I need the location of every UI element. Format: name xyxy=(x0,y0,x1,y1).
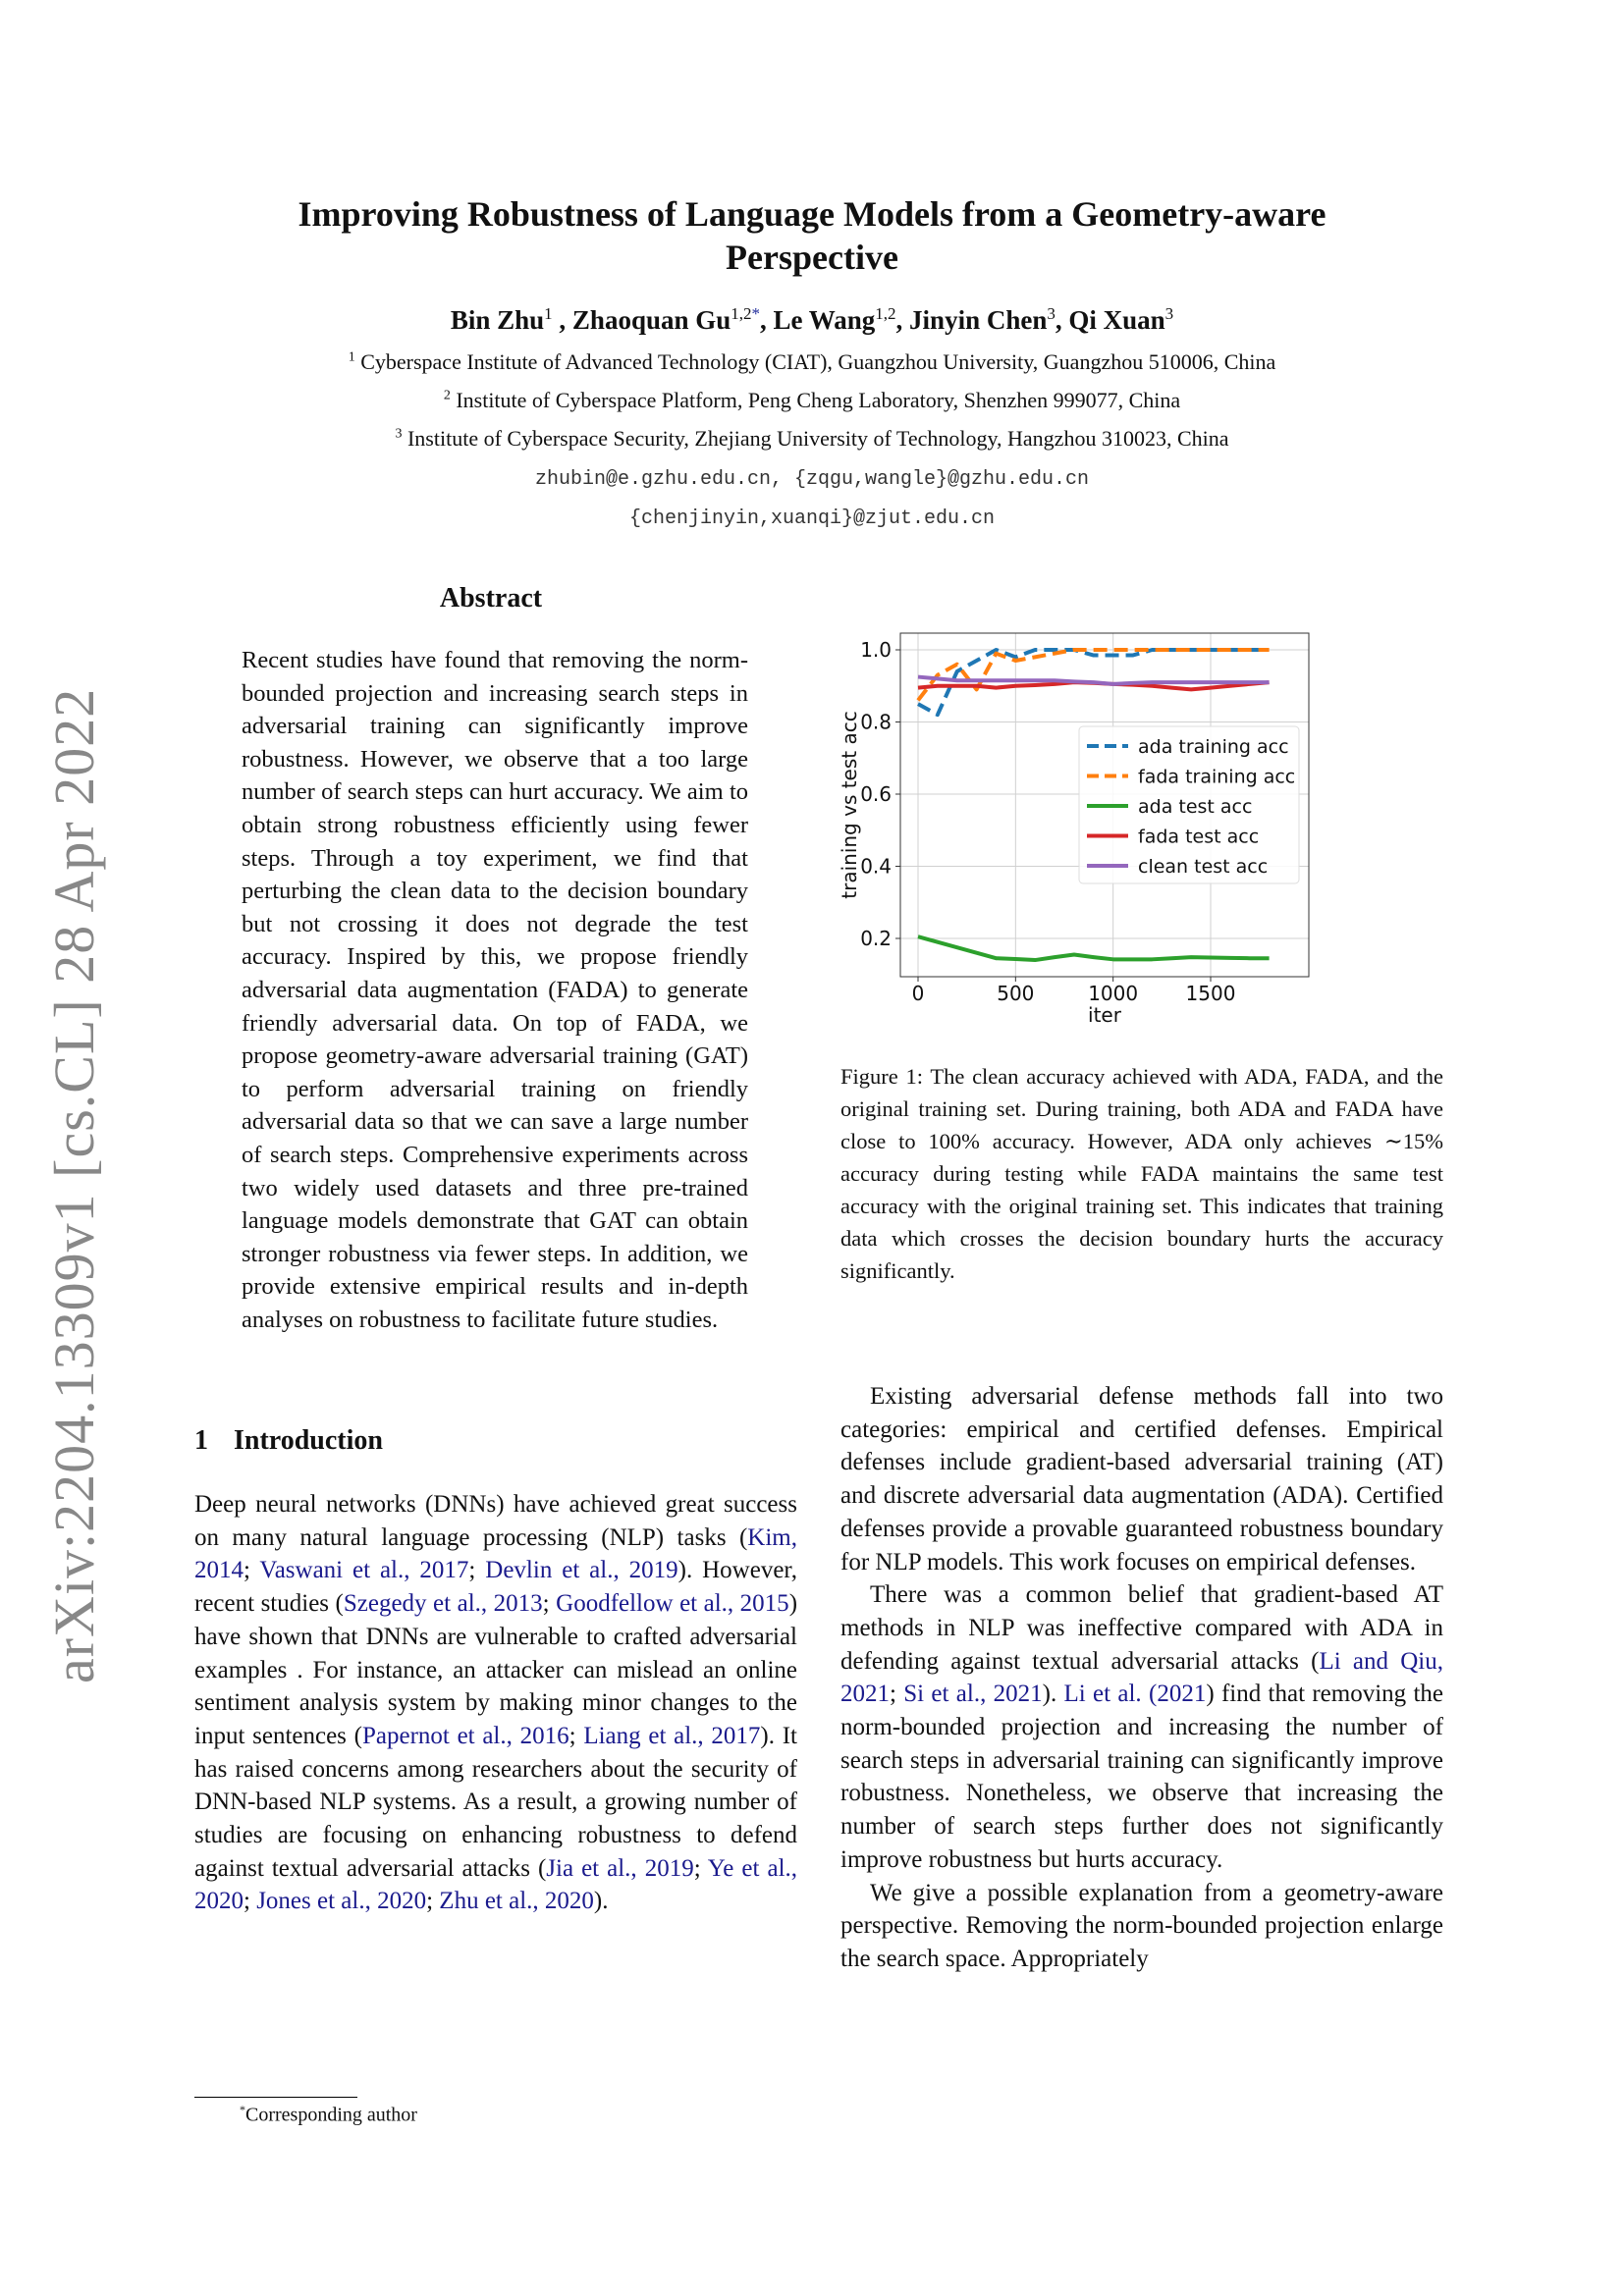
y-tick-label: 0.4 xyxy=(860,854,892,879)
paragraph-text: ; xyxy=(426,1888,440,1915)
affiliation-text: Institute of Cyberspace Security, Zhejiang University of Technology, Hangzhou 310023, China xyxy=(406,426,1229,451)
footnote-rule xyxy=(194,2097,357,2098)
y-tick-label: 1.0 xyxy=(860,638,892,662)
author-affiliation-mark: 1,2* xyxy=(731,304,761,323)
legend-label: fada test acc xyxy=(1138,826,1260,848)
email-line-1[interactable]: zhubin@e.gzhu.edu.cn, {zqgu,wangle}@gzhu.edu.cn xyxy=(534,468,1090,491)
paragraph-text: ; xyxy=(244,1888,257,1915)
footnote-text: Corresponding author xyxy=(245,2104,417,2126)
x-tick-label: 500 xyxy=(997,982,1035,1005)
author-affiliation-mark: 1 xyxy=(544,304,553,323)
paragraph-text: ; xyxy=(542,1590,557,1618)
author-name: Zhaoquan Gu xyxy=(571,305,731,335)
y-tick-label: 0.2 xyxy=(860,927,892,950)
paragraph xyxy=(840,1877,1443,1976)
affiliation-3 xyxy=(0,426,1624,452)
citation-link[interactable]: Jones et al., 2020 xyxy=(256,1888,427,1915)
paragraph-text: ; xyxy=(568,1722,584,1749)
paragraph-text: Existing adversarial defense methods fall into two categories: empirical and certified defenses. Empirical defenses include gradient-based adversarial training (AT) and discrete adversarial data augmentation (ADA). Certified defenses provide a provable guaranteed robustness boundary for NLP models. This work focuses on empirical defenses. xyxy=(840,1383,1443,1575)
paragraph-text: ) find that removing the norm-bounded projection and increasing the number of search steps in adversarial training can significantly improve robustness. Nonetheless, we observe that increasing the number of search steps further does not significantly improve robustness but hurts accuracy. xyxy=(840,1681,1443,1873)
affiliation-2 xyxy=(0,388,1624,413)
paragraph-text: ; xyxy=(890,1681,904,1708)
citation-link[interactable]: Kim, 2014 xyxy=(194,1523,797,1584)
affiliation-1 xyxy=(0,349,1624,375)
email-line-2[interactable]: {chenjinyin,xuanqi}@zjut.edu.cn xyxy=(628,507,996,530)
citation-link[interactable]: Zhu et al., 2020 xyxy=(439,1888,594,1915)
abstract-body: Recent studies have found that removing the norm-bounded projection and increasing search steps in adversarial training can significantly improve robustness. However, we observe that a too large number of search steps can hurt accuracy. We aim to obtain strong robustness efficiently using fewer steps. Through a toy experiment, we find that perturbing the clean data to the decision boundary but not crossing it does not degrade the test accuracy. Inspired by this, we propose friendly adversarial data augmentation (FADA) to generate friendly adversarial data. On top of FADA, we propose geometry-aware adversarial training (GAT) to perform adversarial training on friendly adversarial data so that we can save a large number of search steps. Comprehensive experiments across two widely used datasets and three pre-trained language models demonstrate that GAT can obtain stronger robustness via fewer steps. In addition, we provide extensive empirical results and in-depth analyses on robustness to facilitate future studies. xyxy=(242,647,748,1333)
legend-label: clean test acc xyxy=(1138,856,1269,878)
legend-label: ada test acc xyxy=(1138,796,1253,818)
citation-link[interactable]: Papernot et al., 2016 xyxy=(361,1722,569,1749)
citation-link[interactable]: Li et al. (2021 xyxy=(1063,1681,1207,1708)
citation-link[interactable]: Si et al., 2021 xyxy=(903,1681,1043,1708)
paragraph-text: ). xyxy=(593,1888,609,1915)
x-tick-label: 1000 xyxy=(1088,982,1139,1005)
y-tick-label: 0.8 xyxy=(860,710,892,734)
citation-link[interactable]: Li and Qiu, 2021 xyxy=(840,1647,1443,1708)
x-tick-label: 1500 xyxy=(1185,982,1236,1005)
corresponding-author-mark[interactable]: * xyxy=(751,304,761,323)
section-title: Introduction xyxy=(234,1425,383,1456)
paragraph xyxy=(840,1380,1443,1578)
arxiv-stamp: arXiv:2204.13309v1 [cs.CL] 28 Apr 2022 xyxy=(42,687,106,1683)
paragraph-text: ). It has raised concerns among researchers about the security of DNN-based NLP systems. As a result, a growing number of studies are focusing on enhancing robustness to defend against textual adversarial attacks ( xyxy=(194,1722,797,1882)
paragraph-text: We give a possible explanation from a geometry-aware perspective. Removing the norm-bounded projection enlarge the search space. Appropriately xyxy=(840,1879,1443,1972)
paragraph-text: ). xyxy=(1042,1681,1064,1708)
introduction-paragraph xyxy=(194,1488,797,1918)
x-axis-label: iter xyxy=(1088,1003,1121,1027)
title-line-1: Improving Robustness of Language Models from a Geometry-aware xyxy=(298,194,1326,234)
paragraph-text: ). However, recent studies ( xyxy=(194,1557,797,1618)
abstract-heading: Abstract xyxy=(439,583,543,614)
author-name: Jinyin Chen xyxy=(909,305,1048,335)
section-number: 1 xyxy=(194,1425,208,1456)
affiliation-text: Cyberspace Institute of Advanced Technology (CIAT), Guangzhou University, Guangzhou 510006, China xyxy=(360,349,1276,374)
author-name: Le Wang xyxy=(773,305,876,335)
legend-label: ada training acc xyxy=(1138,736,1289,758)
citation-link[interactable]: Liang et al., 2017 xyxy=(583,1722,761,1749)
citation-link[interactable]: Ye et al., 2020 xyxy=(194,1854,798,1915)
paragraph xyxy=(840,1578,1443,1876)
y-axis-label: training vs test acc xyxy=(838,711,861,899)
citation-link[interactable]: Goodfellow et al., 2015 xyxy=(556,1590,789,1618)
x-tick-label: 0 xyxy=(911,982,925,1005)
section-heading-introduction xyxy=(194,1425,383,1457)
paper-title xyxy=(0,192,1624,279)
figure-1-caption: Figure 1: The clean accuracy achieved with ADA, FADA, and the original training set. During training, both ADA and FADA have close to 100% accuracy. However, ADA only achieves ∼15% accuracy during testing while FADA maintains the same test accuracy with the original training set. This indicates that training data which crosses the decision boundary hurts the accuracy significantly. xyxy=(840,1064,1443,1283)
paragraph-text: ) have shown that DNNs are vulnerable to crafted adversarial examples . For instance, an attacker can mislead an online sentiment analysis system by making minor changes to the input sentences ( xyxy=(194,1590,798,1749)
author-affiliation-mark: 3 xyxy=(1164,304,1174,323)
paragraph-text: Deep neural networks (DNNs) have achieved great success on many natural language processing (NLP) tasks ( xyxy=(194,1491,797,1551)
author-name: Qi Xuan xyxy=(1068,305,1165,335)
citation-link[interactable]: Szegedy et al., 2013 xyxy=(343,1590,543,1618)
paragraph-text: ; xyxy=(244,1557,260,1584)
author-affiliation-mark: 3 xyxy=(1047,304,1056,323)
footnote xyxy=(240,2103,417,2127)
author-name: Bin Zhu xyxy=(450,305,545,335)
author-list: Bin Zhu$^1$ , Zhaoquan $Gu^{1,2*}$, Le Wang$^{1,2}$, Jinyin Chen$^3$, Qi Xuan$^3$ xyxy=(450,304,1174,335)
paragraph-text: There was a common belief that gradient-based AT methods in NLP was ineffective compared with ADA in defending against textual adversarial attacks ( xyxy=(840,1581,1443,1675)
affiliation-mark: 3 xyxy=(395,426,403,442)
author-affiliation-mark: 1,2 xyxy=(875,304,896,323)
title-line-2: Perspective xyxy=(726,238,898,277)
right-column-body xyxy=(840,1380,1443,1976)
y-tick-label: 0.6 xyxy=(860,782,892,806)
affiliation-mark: 1 xyxy=(348,349,355,365)
citation-link[interactable]: Devlin et al., 2019 xyxy=(485,1557,678,1584)
figure-1-line-chart xyxy=(825,618,1414,1050)
affiliation-mark: 2 xyxy=(443,388,451,403)
paragraph-text: ; xyxy=(693,1854,708,1882)
paragraph-text: ; xyxy=(468,1557,486,1584)
citation-link[interactable]: Jia et al., 2019 xyxy=(546,1854,694,1882)
legend-label: fada training acc xyxy=(1138,766,1296,788)
affiliation-text: Institute of Cyberspace Platform, Peng Cheng Laboratory, Shenzhen 999077, China xyxy=(456,388,1181,412)
footnote-mark: * xyxy=(240,2103,245,2116)
citation-link[interactable]: Vaswani et al., 2017 xyxy=(259,1557,469,1584)
